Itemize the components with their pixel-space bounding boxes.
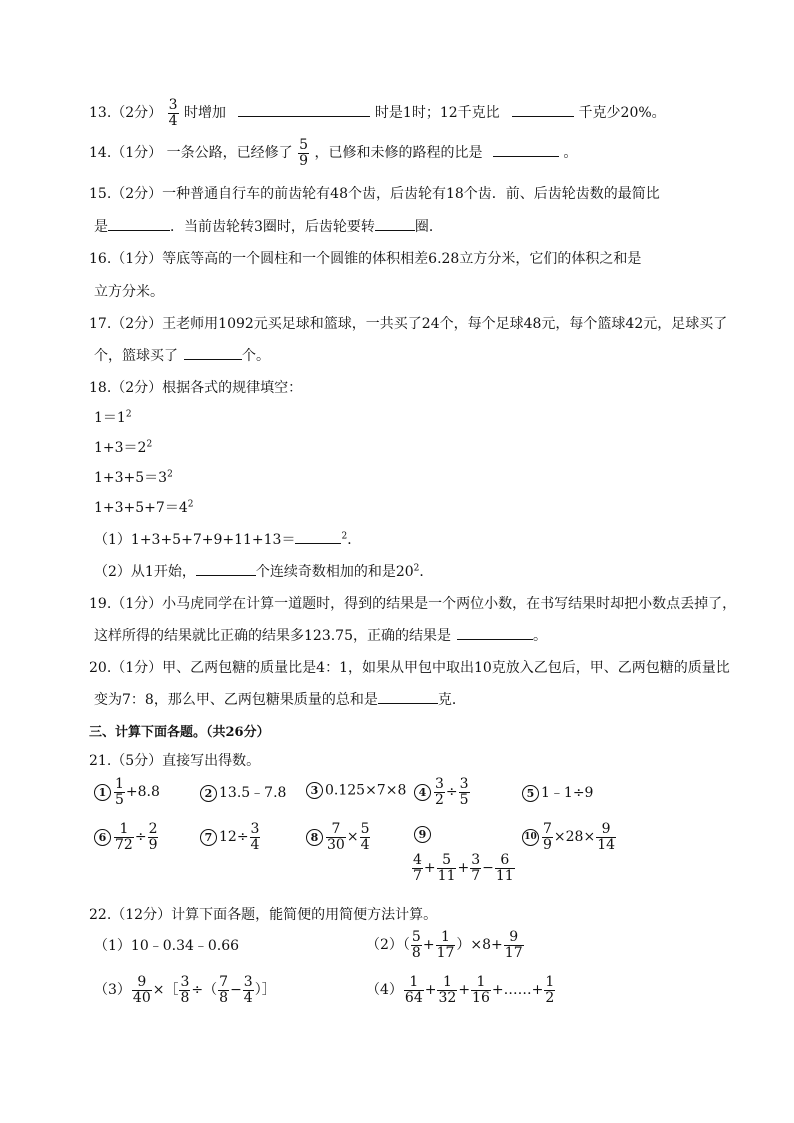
pattern-equation: $1=1^2$ xyxy=(94,409,132,426)
question-text: 时增加 xyxy=(184,105,226,122)
question-20-line2: 变为7：8，那么甲、乙两包糖果质量的总和是 克． xyxy=(94,692,466,708)
question-14 xyxy=(89,138,577,168)
item-4: 4 $\frac{3}{2}$ ÷ $\frac{3}{5}$ xyxy=(414,777,471,807)
question-text: 个连续奇数相加的和是20 xyxy=(255,564,414,580)
circled-number: 3 xyxy=(306,782,323,799)
question-15-line1: 15.（2分）一种普通自行车的前齿轮有48个齿，后齿轮有18个齿．前、后齿轮齿数的最简比 xyxy=(89,186,660,202)
pattern-equation: $1+3+5=3^2$ xyxy=(94,469,173,486)
question-21-title: 21.（5分）直接写出得数。 xyxy=(89,753,261,769)
answer-blank[interactable] xyxy=(375,218,415,231)
circled-number: 7 xyxy=(200,829,217,846)
question-text: ．当前齿轮转3圈时，后齿轮要转 xyxy=(170,219,375,235)
question-18-part2: （2）从1开始， 个连续奇数相加的和是$20^2$． xyxy=(94,563,434,580)
answer-blank[interactable] xyxy=(512,104,574,117)
item-8: 8 $\frac{7}{30}$ × $\frac{5}{4}$ xyxy=(306,822,371,852)
item-5: 5 1﹣1÷9 xyxy=(522,782,593,802)
pattern-equation: $1+3=2^2$ xyxy=(94,439,153,456)
calc-3: （3） $\frac{9}{40}$ ×［ $\frac{3}{8}$ ÷（ $\frac{7}{8}$ − $\frac{3}{4}$ ）］ xyxy=(94,974,276,1006)
question-13 xyxy=(89,98,666,128)
question-16-line2: 立方分米。 xyxy=(94,284,164,300)
circled-number: 1 xyxy=(94,784,111,801)
question-15-line2 xyxy=(94,216,443,236)
question-17-line2 xyxy=(94,345,270,365)
question-17-line1: 17.（2分）王老师用1092元买足球和篮球，一共买了24个，每个足球48元，每个篮球42元，足球买了 xyxy=(89,316,728,332)
question-19-line2: 这样所得的结果就比正确的结果多123.75，正确的结果是 。 xyxy=(94,628,547,644)
question-number: 13.（2分） xyxy=(89,105,163,122)
question-text: 圈． xyxy=(414,219,443,235)
circled-number: 6 xyxy=(94,829,111,846)
question-text: 。 xyxy=(563,145,578,162)
answer-blank[interactable] xyxy=(108,218,170,231)
answer-blank[interactable] xyxy=(493,144,559,157)
circled-number: 2 xyxy=(200,785,217,802)
answer-blank[interactable] xyxy=(457,627,533,640)
question-text: ，已修和未修的路程的比是 xyxy=(314,145,483,162)
item-6: 6 $\frac{1}{72}$ ÷ $\frac{2}{9}$ xyxy=(94,822,159,852)
pattern-equation: $1+3+5+7=4^2$ xyxy=(94,499,194,516)
circled-number: 10 xyxy=(522,829,539,846)
calc-4: （4） $\frac{1}{64}$ + $\frac{1}{32}$ + $\frac{1}{16}$ +……+ $\frac{1}{2}$ xyxy=(366,974,555,1006)
question-19-line1: 19.（1分）小马虎同学在计算一道题时，得到的结果是一个两位小数，在书写结果时却把小数点丢掉了， xyxy=(89,596,737,612)
fraction: $\frac{5}{9}$ xyxy=(299,137,308,169)
item-10: 10 $\frac{7}{9}$ ×28× $\frac{9}{14}$ xyxy=(522,822,617,852)
question-22-title: 22.（12分）计算下面各题，能简便的用简便方法计算。 xyxy=(89,907,438,923)
item-1: 1 $\frac{1}{5}$ +8.8 xyxy=(94,777,160,807)
section-heading: 三、计算下面各题。（共26分） xyxy=(89,725,270,740)
question-text: 变为7：8，那么甲、乙两包糖果质量的总和是 xyxy=(94,692,378,708)
item-9: $\frac{4}{7}$ + $\frac{5}{11}$ + $\frac{3}{7}$ − $\frac{6}{11}$ xyxy=(413,852,514,884)
item-2: 2 13.5﹣7.8 xyxy=(200,782,286,802)
question-text: 这样所得的结果就比正确的结果多123.75，正确的结果是 xyxy=(94,628,451,644)
item-7: 7 12÷ $\frac{3}{4}$ xyxy=(200,822,261,852)
circled-number: 8 xyxy=(306,829,323,846)
item-9-label xyxy=(414,826,433,843)
question-text: 一条公路，已经修了 xyxy=(166,145,293,162)
answer-blank[interactable] xyxy=(238,104,370,117)
item-3: 3 0.125×7×8 xyxy=(306,782,406,799)
fraction: $\frac{3}{4}$ xyxy=(168,97,178,129)
question-text: 时是1时；12千克比 xyxy=(374,105,500,122)
answer-blank[interactable] xyxy=(378,691,438,704)
answer-blank[interactable] xyxy=(196,563,256,576)
question-text: 千克少20%。 xyxy=(578,105,666,122)
question-text: （1）1+3+5+7+9+11+13＝ xyxy=(94,532,296,548)
calc-2: （2）（ $\frac{5}{8}$ + $\frac{1}{17}$ ）×8+ $\frac{9}{17}$ xyxy=(366,929,523,961)
question-text: 个。 xyxy=(242,348,270,364)
question-text: 个，篮球买了 xyxy=(94,348,178,364)
question-18-part1: （1）1+3+5+7+9+11+13＝ $^2$． xyxy=(94,531,362,548)
circled-number: 4 xyxy=(414,784,431,801)
question-text: （2）从1开始， xyxy=(94,564,196,580)
circled-number: 9 xyxy=(414,826,431,843)
circled-number: 5 xyxy=(522,785,539,802)
question-18-line1: 18.（2分）根据各式的规律填空： xyxy=(89,380,303,396)
answer-blank[interactable] xyxy=(184,347,242,360)
question-number: 14.（1分） xyxy=(89,145,163,162)
question-20-line1: 20.（1分）甲、乙两包糖的质量比是4：1，如果从甲包中取出10克放入乙包后，甲、乙两包糖的质量比 xyxy=(89,660,730,676)
question-16-line1: 16.（1分）等底等高的一个圆柱和一个圆锥的体积相差6.28立方分米，它们的体积之和是 xyxy=(89,251,642,267)
answer-blank[interactable] xyxy=(295,531,341,544)
calc-1: （1）10﹣0.34﹣0.66 xyxy=(94,938,240,954)
question-text: 是 xyxy=(94,219,108,235)
